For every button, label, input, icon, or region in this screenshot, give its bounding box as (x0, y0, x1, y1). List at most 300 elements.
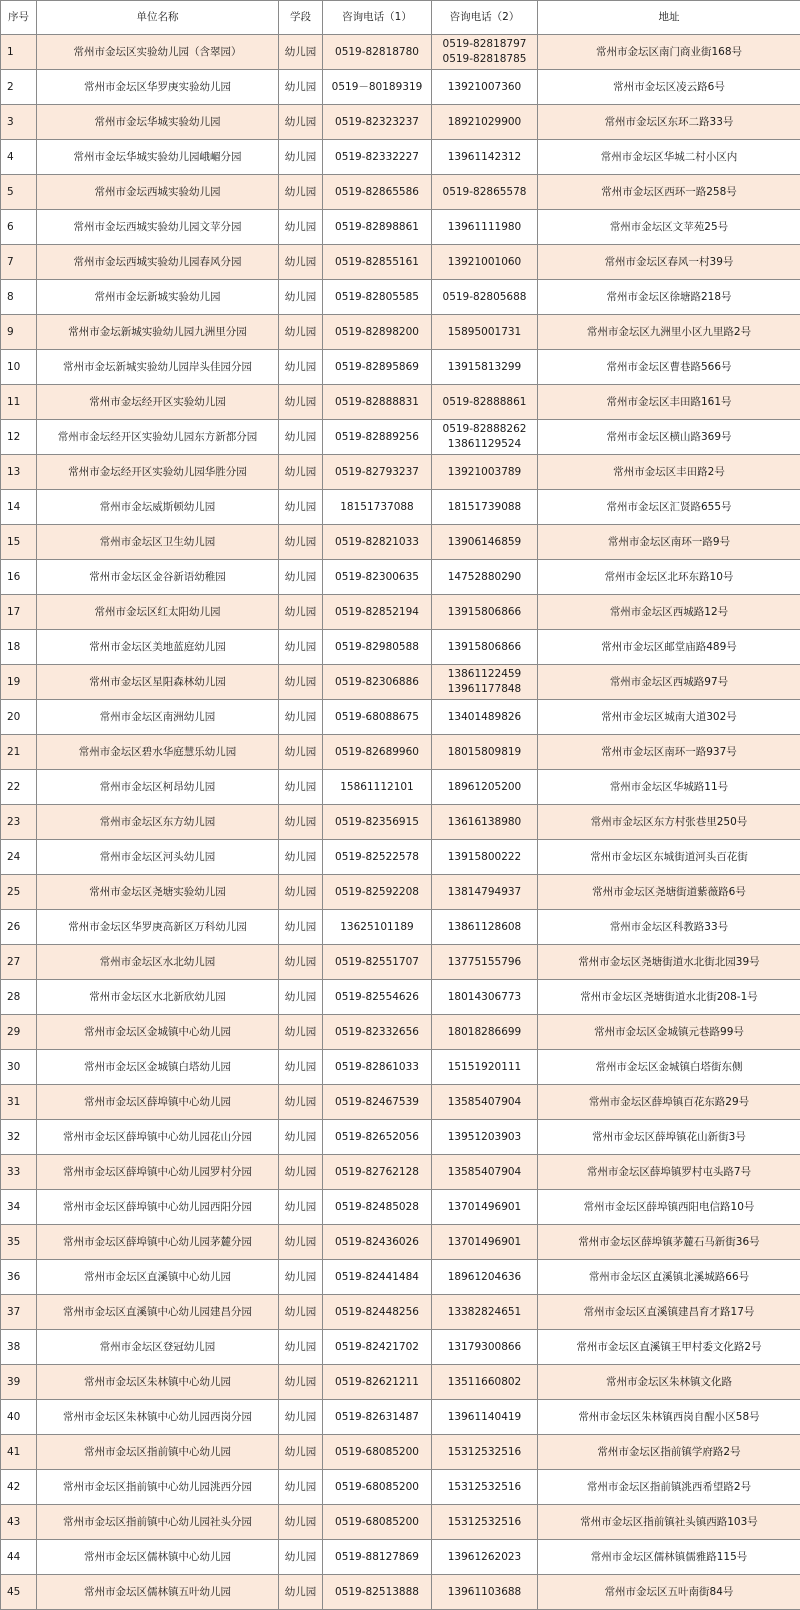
cell-address: 常州市金坛区华城路11号 (538, 770, 800, 805)
table-row (1, 490, 800, 525)
table-row (1, 385, 800, 420)
cell-unit-name: 常州市金坛经开区实验幼儿园 (37, 385, 279, 420)
cell-school-stage: 幼儿园 (279, 980, 323, 1015)
cell-school-stage: 幼儿园 (279, 560, 323, 595)
cell-phone-2: 0519-82818797 0519-82818785 (432, 35, 538, 70)
cell-address: 常州市金坛区指前镇洮西希望路2号 (538, 1470, 800, 1505)
header-seq: 序号 (1, 1, 37, 35)
cell-seq: 19 (1, 665, 37, 700)
cell-address: 常州市金坛区东方村张巷里250号 (538, 805, 800, 840)
cell-seq: 39 (1, 1365, 37, 1400)
cell-address: 常州市金坛区东环二路33号 (538, 105, 800, 140)
cell-seq: 35 (1, 1225, 37, 1260)
cell-phone-2: 13921003789 (432, 455, 538, 490)
cell-unit-name: 常州市金坛区指前镇中心幼儿园洮西分园 (37, 1470, 279, 1505)
table-row (1, 700, 800, 735)
cell-seq: 5 (1, 175, 37, 210)
cell-address: 常州市金坛区指前镇学府路2号 (538, 1435, 800, 1470)
cell-address: 常州市金坛区薛埠镇百花东路29号 (538, 1085, 800, 1120)
cell-phone-2: 13915806866 (432, 595, 538, 630)
cell-phone-2: 13915813299 (432, 350, 538, 385)
cell-phone-1: 0519-82898861 (323, 210, 432, 245)
table-row (1, 35, 800, 70)
cell-address: 常州市金坛区丰田路161号 (538, 385, 800, 420)
cell-unit-name: 常州市金坛新城实验幼儿园九洲里分园 (37, 315, 279, 350)
cell-phone-1: 0519-82332656 (323, 1015, 432, 1050)
cell-unit-name: 常州市金坛区卫生幼儿园 (37, 525, 279, 560)
cell-school-stage: 幼儿园 (279, 1400, 323, 1435)
cell-address: 常州市金坛区直溪镇王甲村委文化路2号 (538, 1330, 800, 1365)
cell-address: 常州市金坛区城南大道302号 (538, 700, 800, 735)
cell-seq: 3 (1, 105, 37, 140)
cell-seq: 43 (1, 1505, 37, 1540)
table-row (1, 1435, 800, 1470)
table-row (1, 1120, 800, 1155)
cell-phone-1: 0519-82898200 (323, 315, 432, 350)
table-row (1, 1470, 800, 1505)
table-row (1, 1400, 800, 1435)
table-row (1, 1330, 800, 1365)
cell-phone-2: 15151920111 (432, 1050, 538, 1085)
cell-phone-1: 0519-68085200 (323, 1505, 432, 1540)
cell-address: 常州市金坛区丰田路2号 (538, 455, 800, 490)
cell-phone-1: 0519-82421702 (323, 1330, 432, 1365)
cell-seq: 10 (1, 350, 37, 385)
cell-address: 常州市金坛区文苹苑25号 (538, 210, 800, 245)
cell-school-stage: 幼儿园 (279, 420, 323, 455)
cell-address: 常州市金坛区西城路12号 (538, 595, 800, 630)
cell-phone-2: 0519-82805688 (432, 280, 538, 315)
cell-unit-name: 常州市金坛区直溪镇中心幼儿园 (37, 1260, 279, 1295)
cell-phone-1: 0519-82323237 (323, 105, 432, 140)
table-row (1, 595, 800, 630)
cell-address: 常州市金坛区金城镇白塔街东侧 (538, 1050, 800, 1085)
cell-address: 常州市金坛区尧塘街道水北街208-1号 (538, 980, 800, 1015)
cell-school-stage: 幼儿园 (279, 770, 323, 805)
cell-phone-2: 13382824651 (432, 1295, 538, 1330)
cell-phone-1: 0519-88127869 (323, 1540, 432, 1575)
table-row (1, 1225, 800, 1260)
cell-phone-1: 0519-82592208 (323, 875, 432, 910)
cell-phone-2: 0519-82865578 (432, 175, 538, 210)
table-row (1, 1575, 800, 1610)
cell-seq: 1 (1, 35, 37, 70)
cell-unit-name: 常州市金坛威斯顿幼儿园 (37, 490, 279, 525)
cell-phone-1: 0519-68085200 (323, 1435, 432, 1470)
cell-address: 常州市金坛区南环一路9号 (538, 525, 800, 560)
cell-school-stage: 幼儿园 (279, 140, 323, 175)
cell-school-stage: 幼儿园 (279, 210, 323, 245)
cell-phone-1: 0519-82793237 (323, 455, 432, 490)
header-school-stage: 学段 (279, 1, 323, 35)
cell-school-stage: 幼儿园 (279, 1155, 323, 1190)
table-row (1, 1295, 800, 1330)
cell-seq: 23 (1, 805, 37, 840)
table-row (1, 175, 800, 210)
cell-unit-name: 常州市金坛区水北新欣幼儿园 (37, 980, 279, 1015)
cell-unit-name: 常州市金坛区薛埠镇中心幼儿园罗村分园 (37, 1155, 279, 1190)
table-row (1, 805, 800, 840)
cell-seq: 11 (1, 385, 37, 420)
cell-phone-1: 0519-82448256 (323, 1295, 432, 1330)
cell-school-stage: 幼儿园 (279, 875, 323, 910)
cell-address: 常州市金坛区横山路369号 (538, 420, 800, 455)
cell-school-stage: 幼儿园 (279, 1015, 323, 1050)
cell-unit-name: 常州市金坛区金城镇白塔幼儿园 (37, 1050, 279, 1085)
cell-seq: 44 (1, 1540, 37, 1575)
cell-school-stage: 幼儿园 (279, 1295, 323, 1330)
cell-phone-2: 13961103688 (432, 1575, 538, 1610)
cell-seq: 31 (1, 1085, 37, 1120)
cell-unit-name: 常州市金坛区薛埠镇中心幼儿园花山分园 (37, 1120, 279, 1155)
cell-unit-name: 常州市金坛区碧水华庭慧乐幼儿园 (37, 735, 279, 770)
header-phone-2: 咨询电话（2） (432, 1, 538, 35)
cell-unit-name: 常州市金坛区指前镇中心幼儿园 (37, 1435, 279, 1470)
cell-seq: 42 (1, 1470, 37, 1505)
cell-seq: 6 (1, 210, 37, 245)
cell-phone-1: 0519-82855161 (323, 245, 432, 280)
cell-phone-2: 18151739088 (432, 490, 538, 525)
cell-address: 常州市金坛区儒林镇儒雅路115号 (538, 1540, 800, 1575)
cell-phone-2: 13585407904 (432, 1085, 538, 1120)
cell-phone-1: 0519-82467539 (323, 1085, 432, 1120)
cell-phone-1: 0519-82513888 (323, 1575, 432, 1610)
cell-unit-name: 常州市金坛区薛埠镇中心幼儿园茅麓分园 (37, 1225, 279, 1260)
cell-address: 常州市金坛区指前镇社头镇西路103号 (538, 1505, 800, 1540)
cell-seq: 25 (1, 875, 37, 910)
cell-seq: 15 (1, 525, 37, 560)
cell-address: 常州市金坛区科教路33号 (538, 910, 800, 945)
cell-seq: 33 (1, 1155, 37, 1190)
cell-phone-2: 15312532516 (432, 1470, 538, 1505)
table-row (1, 630, 800, 665)
cell-seq: 2 (1, 70, 37, 105)
cell-seq: 18 (1, 630, 37, 665)
cell-phone-1: 0519-82436026 (323, 1225, 432, 1260)
cell-seq: 22 (1, 770, 37, 805)
cell-seq: 12 (1, 420, 37, 455)
cell-unit-name: 常州市金坛区实验幼儿园（含翠园） (37, 35, 279, 70)
cell-unit-name: 常州市金坛区薛埠镇中心幼儿园 (37, 1085, 279, 1120)
cell-seq: 16 (1, 560, 37, 595)
table-row (1, 945, 800, 980)
cell-phone-2: 13701496901 (432, 1225, 538, 1260)
cell-unit-name: 常州市金坛区柯昂幼儿园 (37, 770, 279, 805)
cell-school-stage: 幼儿园 (279, 1190, 323, 1225)
cell-seq: 29 (1, 1015, 37, 1050)
header-unit-name: 单位名称 (37, 1, 279, 35)
cell-school-stage: 幼儿园 (279, 1050, 323, 1085)
cell-seq: 17 (1, 595, 37, 630)
table-row (1, 770, 800, 805)
cell-seq: 28 (1, 980, 37, 1015)
table-row (1, 245, 800, 280)
cell-phone-1: 0519-82522578 (323, 840, 432, 875)
cell-address: 常州市金坛区春风一村39号 (538, 245, 800, 280)
table-row (1, 420, 800, 455)
cell-unit-name: 常州市金坛区华罗庚实验幼儿园 (37, 70, 279, 105)
cell-school-stage: 幼儿园 (279, 1120, 323, 1155)
cell-school-stage: 幼儿园 (279, 700, 323, 735)
cell-seq: 40 (1, 1400, 37, 1435)
header-address: 地址 (538, 1, 800, 35)
cell-phone-1: 0519-82300635 (323, 560, 432, 595)
cell-phone-2: 18921029900 (432, 105, 538, 140)
table-row (1, 280, 800, 315)
cell-address: 常州市金坛区金城镇元巷路99号 (538, 1015, 800, 1050)
cell-address: 常州市金坛区薛埠镇花山新街3号 (538, 1120, 800, 1155)
cell-phone-2: 13961140419 (432, 1400, 538, 1435)
cell-school-stage: 幼儿园 (279, 1505, 323, 1540)
header-row (1, 1, 800, 35)
cell-phone-2: 18961204636 (432, 1260, 538, 1295)
cell-school-stage: 幼儿园 (279, 1330, 323, 1365)
cell-phone-1: 0519－80189319 (323, 70, 432, 105)
cell-phone-1: 0519-82818780 (323, 35, 432, 70)
cell-seq: 45 (1, 1575, 37, 1610)
cell-phone-2: 13961142312 (432, 140, 538, 175)
cell-phone-1: 0519-82805585 (323, 280, 432, 315)
cell-school-stage: 幼儿园 (279, 1435, 323, 1470)
cell-unit-name: 常州市金坛区薛埠镇中心幼儿园西阳分园 (37, 1190, 279, 1225)
cell-phone-1: 0519-82821033 (323, 525, 432, 560)
cell-school-stage: 幼儿园 (279, 840, 323, 875)
cell-phone-2: 13701496901 (432, 1190, 538, 1225)
cell-phone-2: 13616138980 (432, 805, 538, 840)
cell-phone-1: 0519-82485028 (323, 1190, 432, 1225)
table-row (1, 210, 800, 245)
cell-address: 常州市金坛区西城路97号 (538, 665, 800, 700)
cell-address: 常州市金坛区朱林镇文化路 (538, 1365, 800, 1400)
cell-seq: 36 (1, 1260, 37, 1295)
cell-address: 常州市金坛区西环一路258号 (538, 175, 800, 210)
cell-school-stage: 幼儿园 (279, 245, 323, 280)
cell-phone-1: 0519-82861033 (323, 1050, 432, 1085)
cell-phone-1: 18151737088 (323, 490, 432, 525)
cell-school-stage: 幼儿园 (279, 595, 323, 630)
cell-address: 常州市金坛区邮堂庙路489号 (538, 630, 800, 665)
table-row (1, 1505, 800, 1540)
table-row (1, 1260, 800, 1295)
cell-school-stage: 幼儿园 (279, 385, 323, 420)
cell-unit-name: 常州市金坛经开区实验幼儿园东方新都分园 (37, 420, 279, 455)
cell-phone-2: 0519-82888262 13861129524 (432, 420, 538, 455)
cell-phone-1: 0519-82852194 (323, 595, 432, 630)
cell-unit-name: 常州市金坛区朱林镇中心幼儿园 (37, 1365, 279, 1400)
cell-school-stage: 幼儿园 (279, 1540, 323, 1575)
cell-school-stage: 幼儿园 (279, 630, 323, 665)
cell-seq: 37 (1, 1295, 37, 1330)
cell-address: 常州市金坛区徐塘路218号 (538, 280, 800, 315)
cell-school-stage: 幼儿园 (279, 1470, 323, 1505)
cell-unit-name: 常州市金坛区尧塘实验幼儿园 (37, 875, 279, 910)
cell-seq: 38 (1, 1330, 37, 1365)
cell-phone-2: 13511660802 (432, 1365, 538, 1400)
cell-phone-1: 0519-82356915 (323, 805, 432, 840)
cell-address: 常州市金坛区直溪镇建昌育才路17号 (538, 1295, 800, 1330)
cell-seq: 7 (1, 245, 37, 280)
cell-phone-2: 13921007360 (432, 70, 538, 105)
cell-school-stage: 幼儿园 (279, 1225, 323, 1260)
table-row (1, 840, 800, 875)
cell-school-stage: 幼儿园 (279, 70, 323, 105)
cell-unit-name: 常州市金坛西城实验幼儿园春风分园 (37, 245, 279, 280)
cell-unit-name: 常州市金坛区河头幼儿园 (37, 840, 279, 875)
cell-phone-2: 13179300866 (432, 1330, 538, 1365)
cell-phone-2: 13906146859 (432, 525, 538, 560)
cell-address: 常州市金坛区薛埠镇罗村屯头路7号 (538, 1155, 800, 1190)
cell-school-stage: 幼儿园 (279, 1260, 323, 1295)
cell-school-stage: 幼儿园 (279, 105, 323, 140)
cell-school-stage: 幼儿园 (279, 1085, 323, 1120)
cell-unit-name: 常州市金坛区儒林镇五叶幼儿园 (37, 1575, 279, 1610)
cell-seq: 30 (1, 1050, 37, 1085)
table-row (1, 560, 800, 595)
cell-phone-1: 0519-82652056 (323, 1120, 432, 1155)
cell-seq: 9 (1, 315, 37, 350)
cell-seq: 41 (1, 1435, 37, 1470)
cell-seq: 13 (1, 455, 37, 490)
cell-school-stage: 幼儿园 (279, 315, 323, 350)
cell-phone-2: 18015809819 (432, 735, 538, 770)
cell-phone-2: 13814794937 (432, 875, 538, 910)
cell-address: 常州市金坛区凌云路6号 (538, 70, 800, 105)
cell-address: 常州市金坛区东城街道河头百花街 (538, 840, 800, 875)
cell-phone-2: 13961111980 (432, 210, 538, 245)
cell-school-stage: 幼儿园 (279, 455, 323, 490)
cell-unit-name: 常州市金坛新城实验幼儿园岸头佳园分园 (37, 350, 279, 385)
cell-unit-name: 常州市金坛区南洲幼儿园 (37, 700, 279, 735)
cell-phone-1: 0519-82980588 (323, 630, 432, 665)
cell-unit-name: 常州市金坛区儒林镇中心幼儿园 (37, 1540, 279, 1575)
cell-unit-name: 常州市金坛区星阳森林幼儿园 (37, 665, 279, 700)
cell-phone-2: 13861128608 (432, 910, 538, 945)
cell-phone-1: 0519-82551707 (323, 945, 432, 980)
table-row (1, 455, 800, 490)
table-row (1, 350, 800, 385)
cell-phone-1: 0519-82554626 (323, 980, 432, 1015)
cell-phone-2: 13861122459 13961177848 (432, 665, 538, 700)
cell-unit-name: 常州市金坛区美地蓝庭幼儿园 (37, 630, 279, 665)
cell-seq: 26 (1, 910, 37, 945)
table-row (1, 315, 800, 350)
table-row (1, 1015, 800, 1050)
cell-address: 常州市金坛区直溪镇北溪城路66号 (538, 1260, 800, 1295)
cell-seq: 8 (1, 280, 37, 315)
cell-seq: 34 (1, 1190, 37, 1225)
cell-phone-1: 0519-82689960 (323, 735, 432, 770)
cell-unit-name: 常州市金坛区朱林镇中心幼儿园西岗分园 (37, 1400, 279, 1435)
cell-seq: 24 (1, 840, 37, 875)
cell-phone-2: 13961262023 (432, 1540, 538, 1575)
cell-address: 常州市金坛区九洲里小区九里路2号 (538, 315, 800, 350)
cell-phone-1: 0519-82895869 (323, 350, 432, 385)
cell-school-stage: 幼儿园 (279, 910, 323, 945)
cell-school-stage: 幼儿园 (279, 805, 323, 840)
cell-school-stage: 幼儿园 (279, 350, 323, 385)
table-row (1, 525, 800, 560)
cell-address: 常州市金坛区五叶南街84号 (538, 1575, 800, 1610)
cell-address: 常州市金坛区华城二村小区内 (538, 140, 800, 175)
cell-address: 常州市金坛区南环一路937号 (538, 735, 800, 770)
cell-phone-1: 0519-68088675 (323, 700, 432, 735)
cell-phone-1: 0519-82631487 (323, 1400, 432, 1435)
cell-unit-name: 常州市金坛区指前镇中心幼儿园社头分园 (37, 1505, 279, 1540)
cell-unit-name: 常州市金坛区水北幼儿园 (37, 945, 279, 980)
cell-address: 常州市金坛区北环东路10号 (538, 560, 800, 595)
cell-phone-2: 14752880290 (432, 560, 538, 595)
cell-phone-2: 15312532516 (432, 1435, 538, 1470)
cell-phone-2: 18961205200 (432, 770, 538, 805)
cell-address: 常州市金坛区薛埠镇西阳电信路10号 (538, 1190, 800, 1225)
cell-school-stage: 幼儿园 (279, 945, 323, 980)
cell-unit-name: 常州市金坛西城实验幼儿园 (37, 175, 279, 210)
cell-unit-name: 常州市金坛区登冠幼儿园 (37, 1330, 279, 1365)
cell-unit-name: 常州市金坛华城实验幼儿园 (37, 105, 279, 140)
table-row (1, 1365, 800, 1400)
table-row (1, 875, 800, 910)
cell-phone-2: 0519-82888861 (432, 385, 538, 420)
cell-address: 常州市金坛区南门商业街168号 (538, 35, 800, 70)
cell-school-stage: 幼儿园 (279, 35, 323, 70)
table-row (1, 1085, 800, 1120)
cell-unit-name: 常州市金坛区直溪镇中心幼儿园建昌分园 (37, 1295, 279, 1330)
cell-address: 常州市金坛区薛埠镇茅麓石马新街36号 (538, 1225, 800, 1260)
cell-seq: 32 (1, 1120, 37, 1155)
cell-seq: 21 (1, 735, 37, 770)
cell-seq: 27 (1, 945, 37, 980)
cell-unit-name: 常州市金坛区红太阳幼儿园 (37, 595, 279, 630)
header-phone-1: 咨询电话（1） (323, 1, 432, 35)
cell-phone-1: 0519-82888831 (323, 385, 432, 420)
cell-school-stage: 幼儿园 (279, 525, 323, 560)
cell-school-stage: 幼儿园 (279, 735, 323, 770)
cell-phone-1: 15861112101 (323, 770, 432, 805)
cell-phone-1: 13625101189 (323, 910, 432, 945)
table-row (1, 1155, 800, 1190)
table-row (1, 1050, 800, 1085)
cell-unit-name: 常州市金坛西城实验幼儿园文苹分园 (37, 210, 279, 245)
cell-school-stage: 幼儿园 (279, 280, 323, 315)
table-row (1, 980, 800, 1015)
cell-address: 常州市金坛区汇贤路655号 (538, 490, 800, 525)
cell-unit-name: 常州市金坛区金谷新语幼稚园 (37, 560, 279, 595)
cell-unit-name: 常州市金坛新城实验幼儿园 (37, 280, 279, 315)
cell-address: 常州市金坛区朱林镇西岗自醒小区58号 (538, 1400, 800, 1435)
cell-phone-1: 0519-82332227 (323, 140, 432, 175)
cell-school-stage: 幼儿园 (279, 1365, 323, 1400)
cell-unit-name: 常州市金坛区华罗庚高新区万科幼儿园 (37, 910, 279, 945)
cell-address: 常州市金坛区尧塘街道水北街北园39号 (538, 945, 800, 980)
table-row (1, 1190, 800, 1225)
table-row (1, 665, 800, 700)
cell-phone-1: 0519-82865586 (323, 175, 432, 210)
table-row (1, 105, 800, 140)
cell-phone-1: 0519-82441484 (323, 1260, 432, 1295)
table-row (1, 1540, 800, 1575)
cell-phone-2: 13585407904 (432, 1155, 538, 1190)
cell-phone-2: 18018286699 (432, 1015, 538, 1050)
cell-unit-name: 常州市金坛区金城镇中心幼儿园 (37, 1015, 279, 1050)
table-body (1, 35, 800, 1610)
cell-address: 常州市金坛区曹巷路566号 (538, 350, 800, 385)
table-row (1, 735, 800, 770)
cell-phone-2: 13915800222 (432, 840, 538, 875)
cell-seq: 20 (1, 700, 37, 735)
cell-phone-2: 13951203903 (432, 1120, 538, 1155)
cell-unit-name: 常州市金坛华城实验幼儿园峨嵋分园 (37, 140, 279, 175)
cell-phone-2: 18014306773 (432, 980, 538, 1015)
